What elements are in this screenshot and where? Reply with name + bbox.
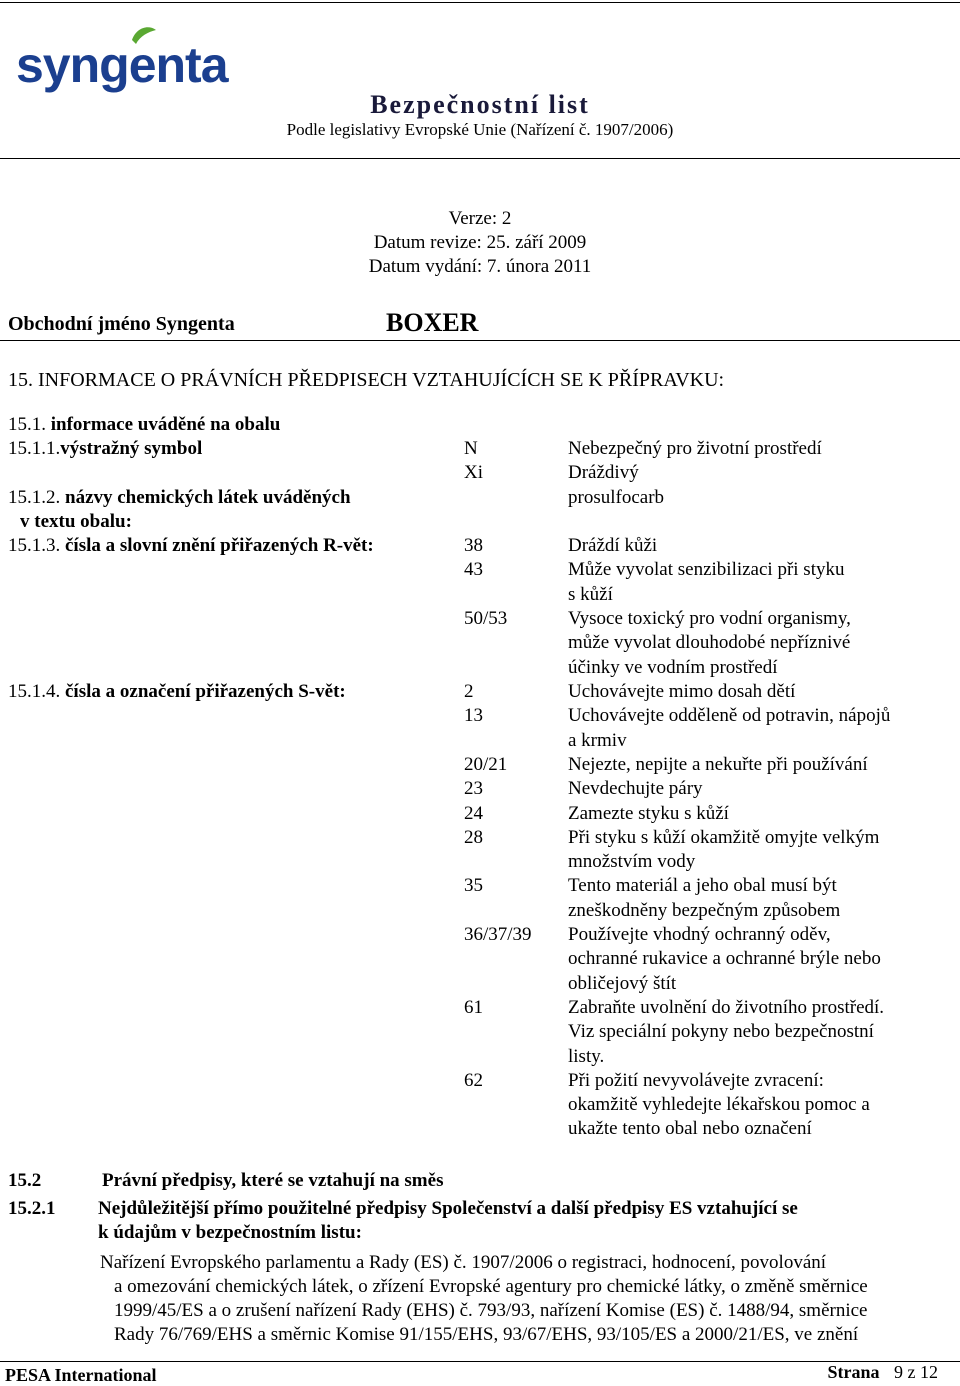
revision-date: Datum revize: 25. září 2009 [373,232,587,253]
section-label-cont: v textu obalu: [20,511,132,532]
phrase-text: Uchovávejte odděleně od potravin, nápojů [568,705,891,727]
phrase-text: účinky ve vodním prostředí [568,656,778,678]
section-15-2-1-label: Nejdůležitější přímo použitelné předpisy Společenství a další předpisy ES vztahující se [98,1198,798,1219]
phrase-code: 2 [464,681,474,702]
phrase-code: 20/21 [464,753,508,775]
trade-name-value: BOXER [386,308,479,337]
phrase-text: obličejový štít [568,972,677,994]
section-15-1-4 [8,681,346,703]
section-label: názvy chemických látek uváděných [60,487,351,508]
logo-wordmark: syngenta [16,37,228,93]
section-label: výstražný symbol [60,438,203,459]
phrase-text: Zabraňte uvolnění do životního prostředí. [568,996,885,1018]
section-number: 15.1.4. [8,681,61,702]
phrase-code: 38 [464,535,483,556]
phrase-code: 62 [464,1069,483,1091]
phrase-text: Nevdechujte páry [568,778,703,800]
phrase-text: ukažte tento obal nebo označení [568,1118,812,1140]
symbol-text: Nebezpečný pro životní prostředí [568,438,822,459]
symbol-code: N [464,438,478,459]
document-subtitle: Podle legislativy Evropské Unie (Nařízení č. 1907/2006) [286,120,674,139]
phrase-text: může vyvolat dlouhodobé nepříznivé [568,632,851,654]
section-number: 15.1.3. [8,535,61,556]
phrase-text: okamžitě vyhledejte lékařskou pomoc a [568,1094,870,1116]
regulation-line: Rady 76/769/EHS a směrnic Komise 91/155/EHS, 93/67/EHS, 93/105/ES a 2000/21/ES, ve znění [114,1324,859,1345]
section-15-heading: 15. INFORMACE O PRÁVNÍCH PŘEDPISECH VZTAHUJÍCÍCH SE K PŘÍPRAVKU: [8,369,725,391]
section-number: 15.1.1. [8,438,61,459]
symbol-text: Dráždivý [568,462,639,483]
section-15-1 [8,414,280,436]
regulation-line: a omezování chemických látek, o zřízení Evropské agentury pro chemické látky, o změně směrnice [114,1276,868,1297]
phrase-code: 50/53 [464,607,508,629]
phrase-text: Používejte vhodný ochranný oděv, [568,924,831,945]
section-15-2-1-label-cont: k údajům v bezpečnostním listu: [98,1222,362,1243]
phrase-text: a krmiv [568,729,627,751]
section-15-2-1-number: 15.2.1 [8,1198,56,1219]
phrase-text: Dráždí kůži [568,535,658,556]
footer-page [827,1362,938,1383]
version: Verze: 2 [448,208,512,229]
section-15-2-label: Právní předpisy, které se vztahují na směs [102,1170,444,1191]
logo-graphic [14,26,229,96]
phrase-text: Viz speciální pokyny nebo bezpečnostní [568,1021,874,1043]
phrase-text: Uchovávejte mimo dosah dětí [568,681,796,702]
regulation-line: 1999/45/ES a o zrušení nařízení Rady (EHS) č. 793/93, nařízení Komise (ES) č. 1488/94, směrnice [114,1300,868,1321]
section-label: čísla a označení přiřazených S-vět: [60,681,346,702]
issue-date: Datum vydání: 7. února 2011 [368,256,592,277]
trade-rule [0,340,960,341]
chemical-name: prosulfocarb [568,487,665,508]
phrase-text: listy. [568,1045,605,1067]
phrase-text: s kůží [568,583,613,605]
section-label: čísla a slovní znění přiřazených R-vět: [60,535,374,556]
phrase-text: Při požití nevyvolávejte zvracení: [568,1069,824,1091]
section-number: 15.1. [8,414,46,435]
phrase-text: Zamezte styku s kůží [568,802,729,824]
phrase-code: 24 [464,802,483,824]
phrase-code: 36/37/39 [464,924,532,945]
section-15-1-2 [8,487,351,509]
phrase-code: 13 [464,705,483,727]
phrase-text: Nejezte, nepijte a nekuřte při používání [568,753,868,775]
phrase-text: Při styku s kůží okamžitě omyjte velkým [568,826,880,848]
phrase-text: zneškodněny bezpečným způsobem [568,899,841,921]
page-number: 9 z 12 [894,1362,938,1382]
trade-name-label: Obchodní jméno Syngenta [8,313,235,335]
document-title: Bezpečnostní list [370,90,590,119]
phrase-text: Může vyvolat senzibilizaci při styku [568,559,845,581]
footer-rule [0,1361,960,1362]
regulation-line: Nařízení Evropského parlamentu a Rady (ES) č. 1907/2006 o registraci, hodnocení, povolování [100,1252,827,1273]
section-15-1-1 [8,438,202,460]
footer-company: PESA International [5,1365,157,1385]
phrase-code: 35 [464,875,483,897]
section-15-2-number: 15.2 [8,1170,42,1191]
phrase-text: Vysoce toxický pro vodní organismy, [568,607,851,629]
section-15-1-3 [8,535,374,557]
top-border [0,2,960,3]
section-number: 15.1.2. [8,487,61,508]
header-rule [0,158,960,159]
phrase-text: množstvím vody [568,851,696,873]
phrase-code: 61 [464,996,483,1018]
phrase-code: 43 [464,559,483,581]
phrase-code: 23 [464,778,483,800]
section-label: informace uváděné na obalu [46,414,281,435]
symbol-code: Xi [464,462,483,483]
phrase-text: Tento materiál a jeho obal musí být [568,875,837,897]
phrase-text: ochranné rukavice a ochranné brýle nebo [568,948,881,970]
page-label: Strana [827,1362,880,1382]
phrase-code: 28 [464,826,483,848]
